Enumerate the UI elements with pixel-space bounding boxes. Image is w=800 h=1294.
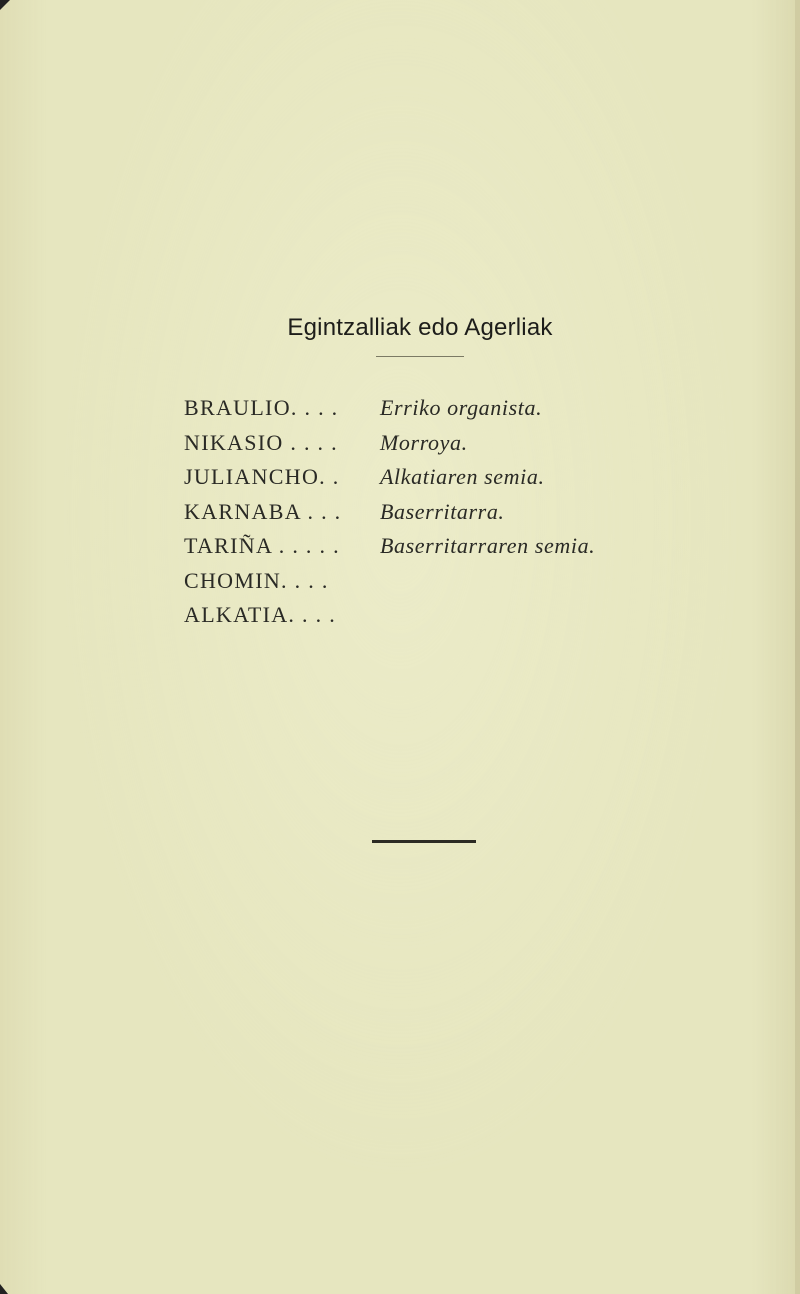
- character-role: Morroya.: [380, 429, 468, 455]
- cast-row: [184, 426, 595, 461]
- character-name: BRAULIO. . . .: [184, 395, 339, 420]
- character-role: Baserritarraren semia.: [380, 533, 596, 558]
- cast-row: [184, 460, 595, 495]
- page-edge: [795, 0, 800, 1294]
- cast-row: [184, 564, 595, 599]
- end-rule: [372, 840, 476, 843]
- cast-row: [184, 495, 595, 530]
- character-role: Baserritarra.: [380, 498, 505, 524]
- cast-row: [184, 391, 595, 426]
- cast-row: [184, 598, 595, 633]
- page-heading: Egintzalliak edo Agerliak: [287, 314, 553, 341]
- character-name: JULIANCHO. .: [184, 464, 340, 489]
- heading-rule: [376, 356, 464, 357]
- character-name: CHOMIN. . . .: [184, 567, 329, 593]
- character-name: TARIÑA . . . . .: [184, 533, 340, 558]
- cast-row: [184, 529, 595, 564]
- character-role: Erriko organista.: [380, 395, 543, 420]
- character-name: ALKATIA. . . .: [184, 602, 337, 627]
- corner-mark-bottom: [0, 1284, 8, 1294]
- cast-list: [184, 391, 595, 633]
- corner-mark-top: [0, 0, 10, 10]
- character-name: KARNABA . . .: [184, 498, 342, 524]
- character-role: Alkatiaren semia.: [380, 464, 545, 489]
- character-name: NIKASIO . . . .: [184, 429, 338, 455]
